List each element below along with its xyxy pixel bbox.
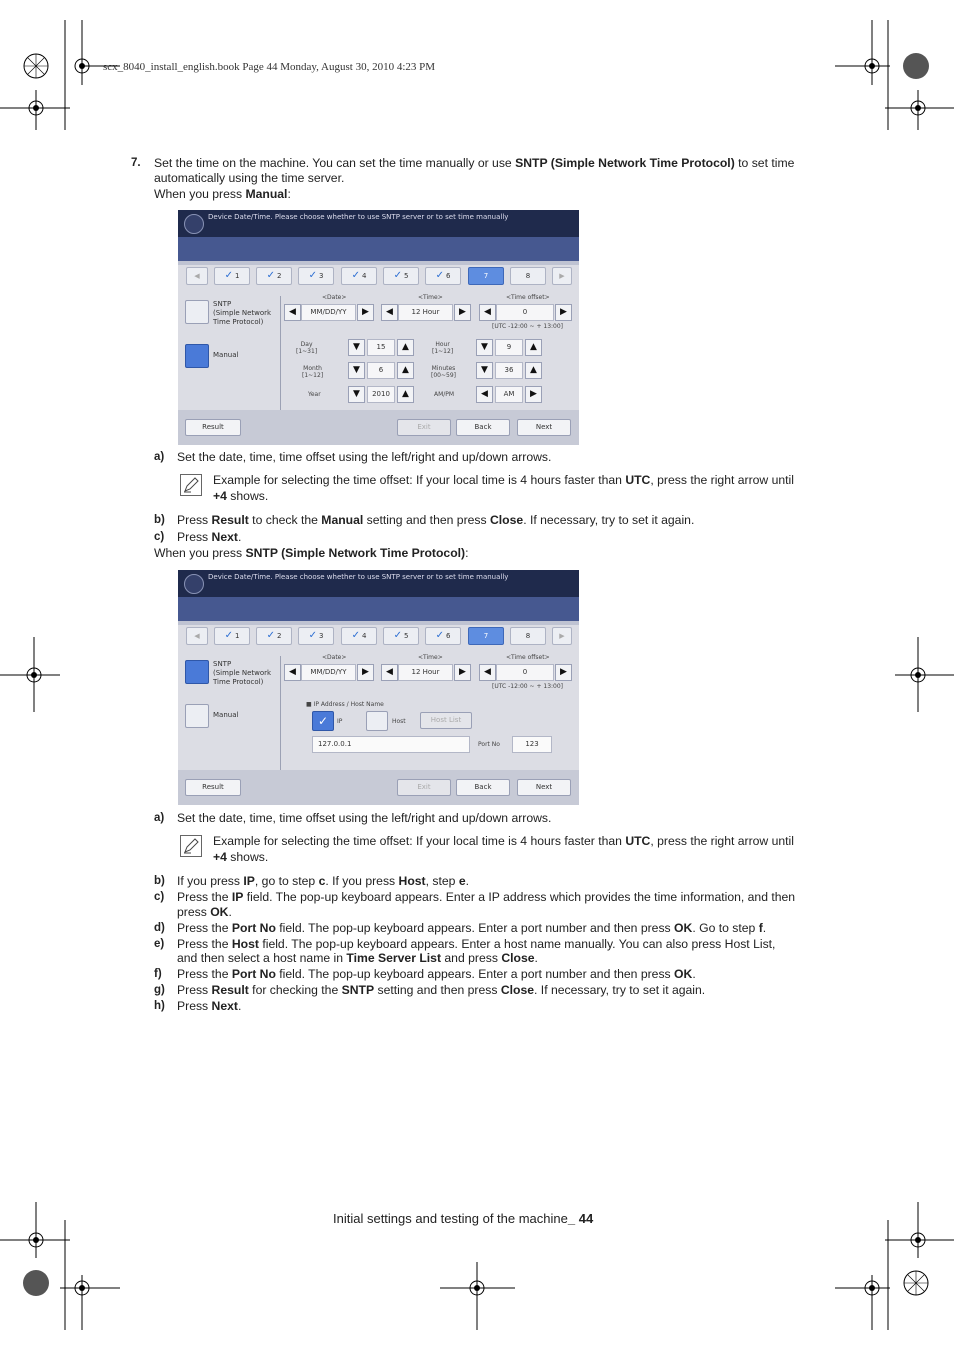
tab-label: 4: [361, 632, 367, 640]
time-format-field[interactable]: 12 Hour: [398, 664, 453, 681]
screen-header-bar: [178, 237, 579, 261]
text-bold: UTC: [625, 834, 651, 848]
substep-e-text-line2: [177, 951, 538, 967]
tab-4[interactable]: ✓ 4: [341, 627, 377, 645]
text-bold: Close: [489, 513, 524, 527]
day-down-arrow-icon[interactable]: ▼: [348, 339, 365, 356]
text-bold: Result: [211, 983, 249, 997]
prev-tab-arrow-icon[interactable]: ◀: [186, 627, 208, 645]
text-bold: Close: [501, 951, 535, 965]
substep-label: d): [154, 922, 165, 934]
text: Press the: [177, 921, 232, 935]
text: and press: [441, 951, 502, 965]
tab-5[interactable]: ✓ 5: [383, 267, 419, 285]
text: .: [534, 951, 538, 965]
device-logo-icon: [184, 214, 204, 234]
text: , press the right arrow until: [650, 473, 794, 487]
tab-label: 7: [483, 272, 489, 280]
text: Press the: [177, 890, 232, 904]
text: press: [177, 905, 211, 919]
host-list-button[interactable]: Host List: [420, 712, 472, 729]
text-bold: SNTP: [341, 983, 375, 997]
month-up-arrow-icon[interactable]: ▲: [397, 362, 414, 379]
substep-b-text: [177, 874, 469, 890]
tab-label: 1: [234, 632, 240, 640]
port-field[interactable]: 123: [512, 736, 552, 753]
text-bold: Manual: [321, 513, 364, 527]
time-right-arrow-icon[interactable]: ▶: [454, 664, 471, 681]
manual-label: Manual: [213, 711, 239, 719]
substep-d-text: [177, 921, 766, 937]
minutes-down-arrow-icon[interactable]: ▼: [476, 362, 493, 379]
month-down-arrow-icon[interactable]: ▼: [348, 362, 365, 379]
time-offset-field[interactable]: 0: [496, 304, 554, 321]
offset-group-label: <Time offset>: [506, 294, 550, 301]
text: field. The pop-up keyboard appears. Enter a port number and then press: [275, 967, 675, 981]
divider: [178, 621, 579, 625]
manual-label: Manual: [213, 351, 239, 359]
step7-line1: [154, 156, 794, 172]
ampm-field[interactable]: AM: [495, 386, 523, 403]
hour-up-arrow-icon[interactable]: ▲: [525, 339, 542, 356]
substep-label: f): [154, 968, 162, 980]
screen-title: Device Date/Time. Please choose whether to use SNTP server or to set time manually: [208, 573, 509, 581]
offset-right-arrow-icon[interactable]: ▶: [555, 664, 572, 681]
divider: [280, 296, 281, 410]
ip-address-field[interactable]: 127.0.0.1: [312, 736, 470, 753]
tab-label: 4: [361, 272, 367, 280]
substep-f-text: [177, 967, 696, 983]
sntp-label: SNTP (Simple Network Time Protocol): [213, 300, 272, 326]
time-group-label: <Time>: [418, 654, 443, 661]
tab-label: 3: [318, 272, 324, 280]
tab-label: 5: [403, 632, 409, 640]
text-bold: c: [318, 874, 326, 888]
offset-left-arrow-icon[interactable]: ◀: [479, 304, 496, 321]
day-label: Day [1~31]: [296, 341, 318, 355]
ampm-right-arrow-icon[interactable]: ▶: [525, 386, 542, 403]
ip-label: IP: [337, 718, 343, 725]
date-format-field[interactable]: MM/DD/YY: [301, 304, 356, 321]
date-format-field[interactable]: MM/DD/YY: [301, 664, 356, 681]
back-button[interactable]: Back: [456, 779, 510, 796]
text: When you press: [154, 546, 246, 560]
text: for checking the: [248, 983, 342, 997]
tab-label: 8: [525, 632, 531, 640]
text-bold: Time Server List: [346, 951, 442, 965]
step7-line2: automatically using the time server.: [154, 171, 345, 185]
manual-screen: [178, 210, 579, 445]
tab-7[interactable]: [468, 267, 504, 285]
substep-label: h): [154, 1000, 165, 1012]
date-group-label: <Date>: [322, 294, 347, 301]
text-bold: IP: [231, 890, 244, 904]
note-icon: [180, 474, 202, 496]
text: to check the: [248, 513, 322, 527]
text: Example for selecting the time offset: If your local time is 4 hours faster than: [213, 473, 626, 487]
tab-label: 5: [403, 272, 409, 280]
port-label: Port No: [478, 741, 500, 748]
substep-label: a): [154, 812, 165, 824]
footer-separator: _: [567, 1211, 579, 1226]
day-up-arrow-icon[interactable]: ▲: [397, 339, 414, 356]
page-footer: [333, 1211, 593, 1226]
when-manual: [154, 187, 291, 203]
time-group-label: <Time>: [418, 294, 443, 301]
time-offset-field[interactable]: 0: [496, 664, 554, 681]
text: Set the time on the machine. You can set the time manually or use: [154, 156, 516, 170]
substep-a-text: Set the date, time, time offset using the left/right and up/down arrows.: [177, 811, 552, 825]
note-text: [213, 473, 833, 504]
substep-h-text: [177, 999, 241, 1015]
text-bold: Next: [211, 530, 238, 544]
text-bold: e: [458, 874, 466, 888]
when-sntp: [154, 546, 469, 562]
next-button[interactable]: Next: [517, 419, 571, 436]
minutes-field[interactable]: 36: [495, 362, 523, 379]
screen-title-bar: [178, 570, 579, 597]
text: setting and then press: [374, 983, 501, 997]
text: field. The pop-up keyboard appears. Enter a IP address which provides the time information, and then: [243, 890, 796, 904]
time-right-arrow-icon[interactable]: ▶: [454, 304, 471, 321]
note-icon: [180, 835, 202, 857]
text: Example for selecting the time offset: If your local time is 4 hours faster than: [213, 834, 626, 848]
manual-button[interactable]: [185, 344, 209, 368]
manual-button[interactable]: [185, 704, 209, 728]
offset-right-arrow-icon[interactable]: ▶: [555, 304, 572, 321]
text-bold: Host: [398, 874, 426, 888]
text: . If necessary, try to set it again.: [534, 983, 706, 997]
tab-6[interactable]: ✓ 6: [425, 267, 461, 285]
text-bold: SNTP (Simple Network Time Protocol): [245, 546, 466, 560]
time-left-arrow-icon[interactable]: ◀: [381, 304, 398, 321]
utc-range-label: [UTC -12:00 ~ + 13:00]: [492, 323, 564, 330]
device-logo-icon: [184, 574, 204, 594]
text-bold: +4: [213, 488, 227, 503]
tab-4[interactable]: ✓ 4: [341, 267, 377, 285]
next-tab-arrow-icon[interactable]: ▶: [552, 627, 572, 645]
date-left-arrow-icon[interactable]: ◀: [284, 664, 301, 681]
text: field. The pop-up keyboard appears. Enter a host name manually. You can also press Host List,: [258, 937, 776, 951]
tab-8[interactable]: [510, 267, 546, 285]
substep-label: a): [154, 451, 165, 463]
text: Press: [177, 999, 212, 1013]
sntp-button[interactable]: [185, 300, 209, 324]
text: :: [287, 187, 291, 201]
substep-g-text: [177, 983, 705, 999]
text: Press the: [177, 937, 232, 951]
book-header: scx_8040_install_english.book Page 44 Monday, August 30, 2010 4:23 PM: [103, 61, 436, 73]
tab-label: 2: [276, 272, 282, 280]
tab-3[interactable]: ✓ 3: [298, 627, 334, 645]
year-field[interactable]: 2010: [367, 386, 395, 403]
screen-header-bar: [178, 597, 579, 621]
substep-label: b): [154, 875, 165, 887]
text: Press the: [177, 967, 232, 981]
text: field. The pop-up keyboard appears. Enter a port number and then press: [275, 921, 675, 935]
text-bold: +4: [213, 849, 227, 864]
substep-c-text-line1: [177, 890, 795, 906]
utc-range-label: [UTC -12:00 ~ + 13:00]: [492, 683, 564, 690]
next-button[interactable]: Next: [517, 779, 571, 796]
host-label: Host: [392, 718, 406, 725]
time-format-field[interactable]: 12 Hour: [398, 304, 453, 321]
text: , go to step: [254, 874, 319, 888]
tab-5[interactable]: ✓ 5: [383, 627, 419, 645]
tab-1[interactable]: ✓ 1: [214, 267, 250, 285]
text: Press: [177, 513, 212, 527]
text: .: [228, 905, 232, 919]
sntp-label: SNTP (Simple Network Time Protocol): [213, 660, 272, 686]
text-bold: f: [758, 921, 763, 935]
text-bold: Port No: [231, 967, 276, 981]
exit-button[interactable]: Exit: [397, 779, 451, 796]
tab-2[interactable]: ✓ 2: [256, 627, 292, 645]
text: and then select a host name in: [177, 951, 347, 965]
substep-c-text-line2: [177, 905, 232, 921]
text: shows.: [226, 488, 269, 503]
year-down-arrow-icon[interactable]: ▼: [348, 386, 365, 403]
tab-7[interactable]: [468, 627, 504, 645]
date-right-arrow-icon[interactable]: ▶: [357, 304, 374, 321]
text: Press: [177, 530, 212, 544]
offset-group-label: <Time offset>: [506, 654, 550, 661]
text: setting and then press: [363, 513, 490, 527]
tab-1[interactable]: ✓ 1: [214, 627, 250, 645]
tab-label: 3: [318, 632, 324, 640]
substep-label: e): [154, 938, 165, 950]
screen-title: Device Date/Time. Please choose whether to use SNTP server or to set time manually: [208, 213, 509, 221]
text-bold: Result: [211, 513, 249, 527]
tab-label: 8: [525, 272, 531, 280]
month-field[interactable]: 6: [367, 362, 395, 379]
tab-3[interactable]: ✓ 3: [298, 267, 334, 285]
text: to set time: [734, 156, 795, 170]
substep-label: c): [154, 531, 165, 543]
ampm-label: AM/PM: [434, 391, 455, 398]
ip-host-label: ■ IP Address / Host Name: [306, 701, 384, 708]
text: If you press: [177, 874, 244, 888]
year-label: Year: [308, 391, 321, 398]
text-bold: IP: [243, 874, 255, 888]
text: Press: [177, 983, 212, 997]
tab-label: 7: [483, 632, 489, 640]
hour-field[interactable]: 9: [495, 339, 523, 356]
back-button[interactable]: Back: [456, 419, 510, 436]
text: .: [465, 874, 469, 888]
text: .: [237, 999, 242, 1013]
result-button[interactable]: Result: [185, 419, 241, 436]
note-text: [213, 834, 833, 865]
text-bold: OK: [674, 921, 693, 935]
substep-c-text: [177, 530, 241, 546]
text: , press the right arrow until: [650, 834, 794, 848]
minutes-label: Minutes [00~59]: [431, 365, 456, 379]
step-number: 7.: [131, 157, 141, 169]
text-bold: Close: [500, 983, 535, 997]
substep-label: g): [154, 984, 165, 996]
tab-8[interactable]: [510, 627, 546, 645]
text-bold: OK: [210, 905, 229, 919]
text: .: [237, 530, 242, 544]
host-button[interactable]: [366, 711, 388, 731]
tab-label: 2: [276, 632, 282, 640]
text-bold: OK: [674, 967, 693, 981]
divider: [280, 656, 281, 770]
footer-text: Initial settings and testing of the machine: [333, 1211, 568, 1226]
day-field[interactable]: 15: [367, 339, 395, 356]
substep-a-text: Set the date, time, time offset using the left/right and up/down arrows.: [177, 450, 552, 464]
text: .: [762, 921, 767, 935]
minutes-up-arrow-icon[interactable]: ▲: [525, 362, 542, 379]
text: :: [465, 546, 469, 560]
month-label: Month [1~12]: [302, 365, 324, 379]
tab-2[interactable]: ✓ 2: [256, 267, 292, 285]
sntp-screen: [178, 570, 579, 805]
text: IP Address / Host Name: [313, 701, 384, 708]
result-button[interactable]: Result: [185, 779, 241, 796]
year-up-arrow-icon[interactable]: ▲: [397, 386, 414, 403]
tab-label: 1: [234, 272, 240, 280]
text: .: [692, 967, 696, 981]
date-group-label: <Date>: [322, 654, 347, 661]
date-left-arrow-icon[interactable]: ◀: [284, 304, 301, 321]
ampm-left-arrow-icon[interactable]: ◀: [476, 386, 493, 403]
tab-label: 6: [445, 272, 451, 280]
sntp-button[interactable]: [185, 660, 209, 684]
text-bold: SNTP (Simple Network Time Protocol): [515, 156, 735, 170]
divider: [178, 261, 579, 265]
exit-button[interactable]: Exit: [397, 419, 451, 436]
text: . Go to step: [692, 921, 759, 935]
substep-b-text: [177, 513, 694, 529]
text: shows.: [226, 849, 269, 864]
tab-6[interactable]: ✓ 6: [425, 627, 461, 645]
offset-left-arrow-icon[interactable]: ◀: [479, 664, 496, 681]
text-bold: Port No: [231, 921, 276, 935]
substep-label: b): [154, 514, 165, 526]
screen-title-bar: [178, 210, 579, 237]
text-bold: Host: [231, 937, 259, 951]
text: , step: [425, 874, 459, 888]
substep-label: c): [154, 891, 165, 903]
tab-label: 6: [445, 632, 451, 640]
prev-tab-arrow-icon[interactable]: ◀: [186, 267, 208, 285]
ip-button[interactable]: ✓: [312, 711, 334, 731]
text: . If you press: [325, 874, 399, 888]
time-left-arrow-icon[interactable]: ◀: [381, 664, 398, 681]
text-bold: Next: [211, 999, 238, 1013]
hour-down-arrow-icon[interactable]: ▼: [476, 339, 493, 356]
text: When you press: [154, 187, 246, 201]
text-bold: UTC: [625, 473, 651, 487]
date-right-arrow-icon[interactable]: ▶: [357, 664, 374, 681]
text: . If necessary, try to set it again.: [523, 513, 695, 527]
next-tab-arrow-icon[interactable]: ▶: [552, 267, 572, 285]
text-bold: Manual: [245, 187, 288, 201]
page-number: 44: [578, 1211, 594, 1226]
hour-label: Hour [1~12]: [432, 341, 454, 355]
